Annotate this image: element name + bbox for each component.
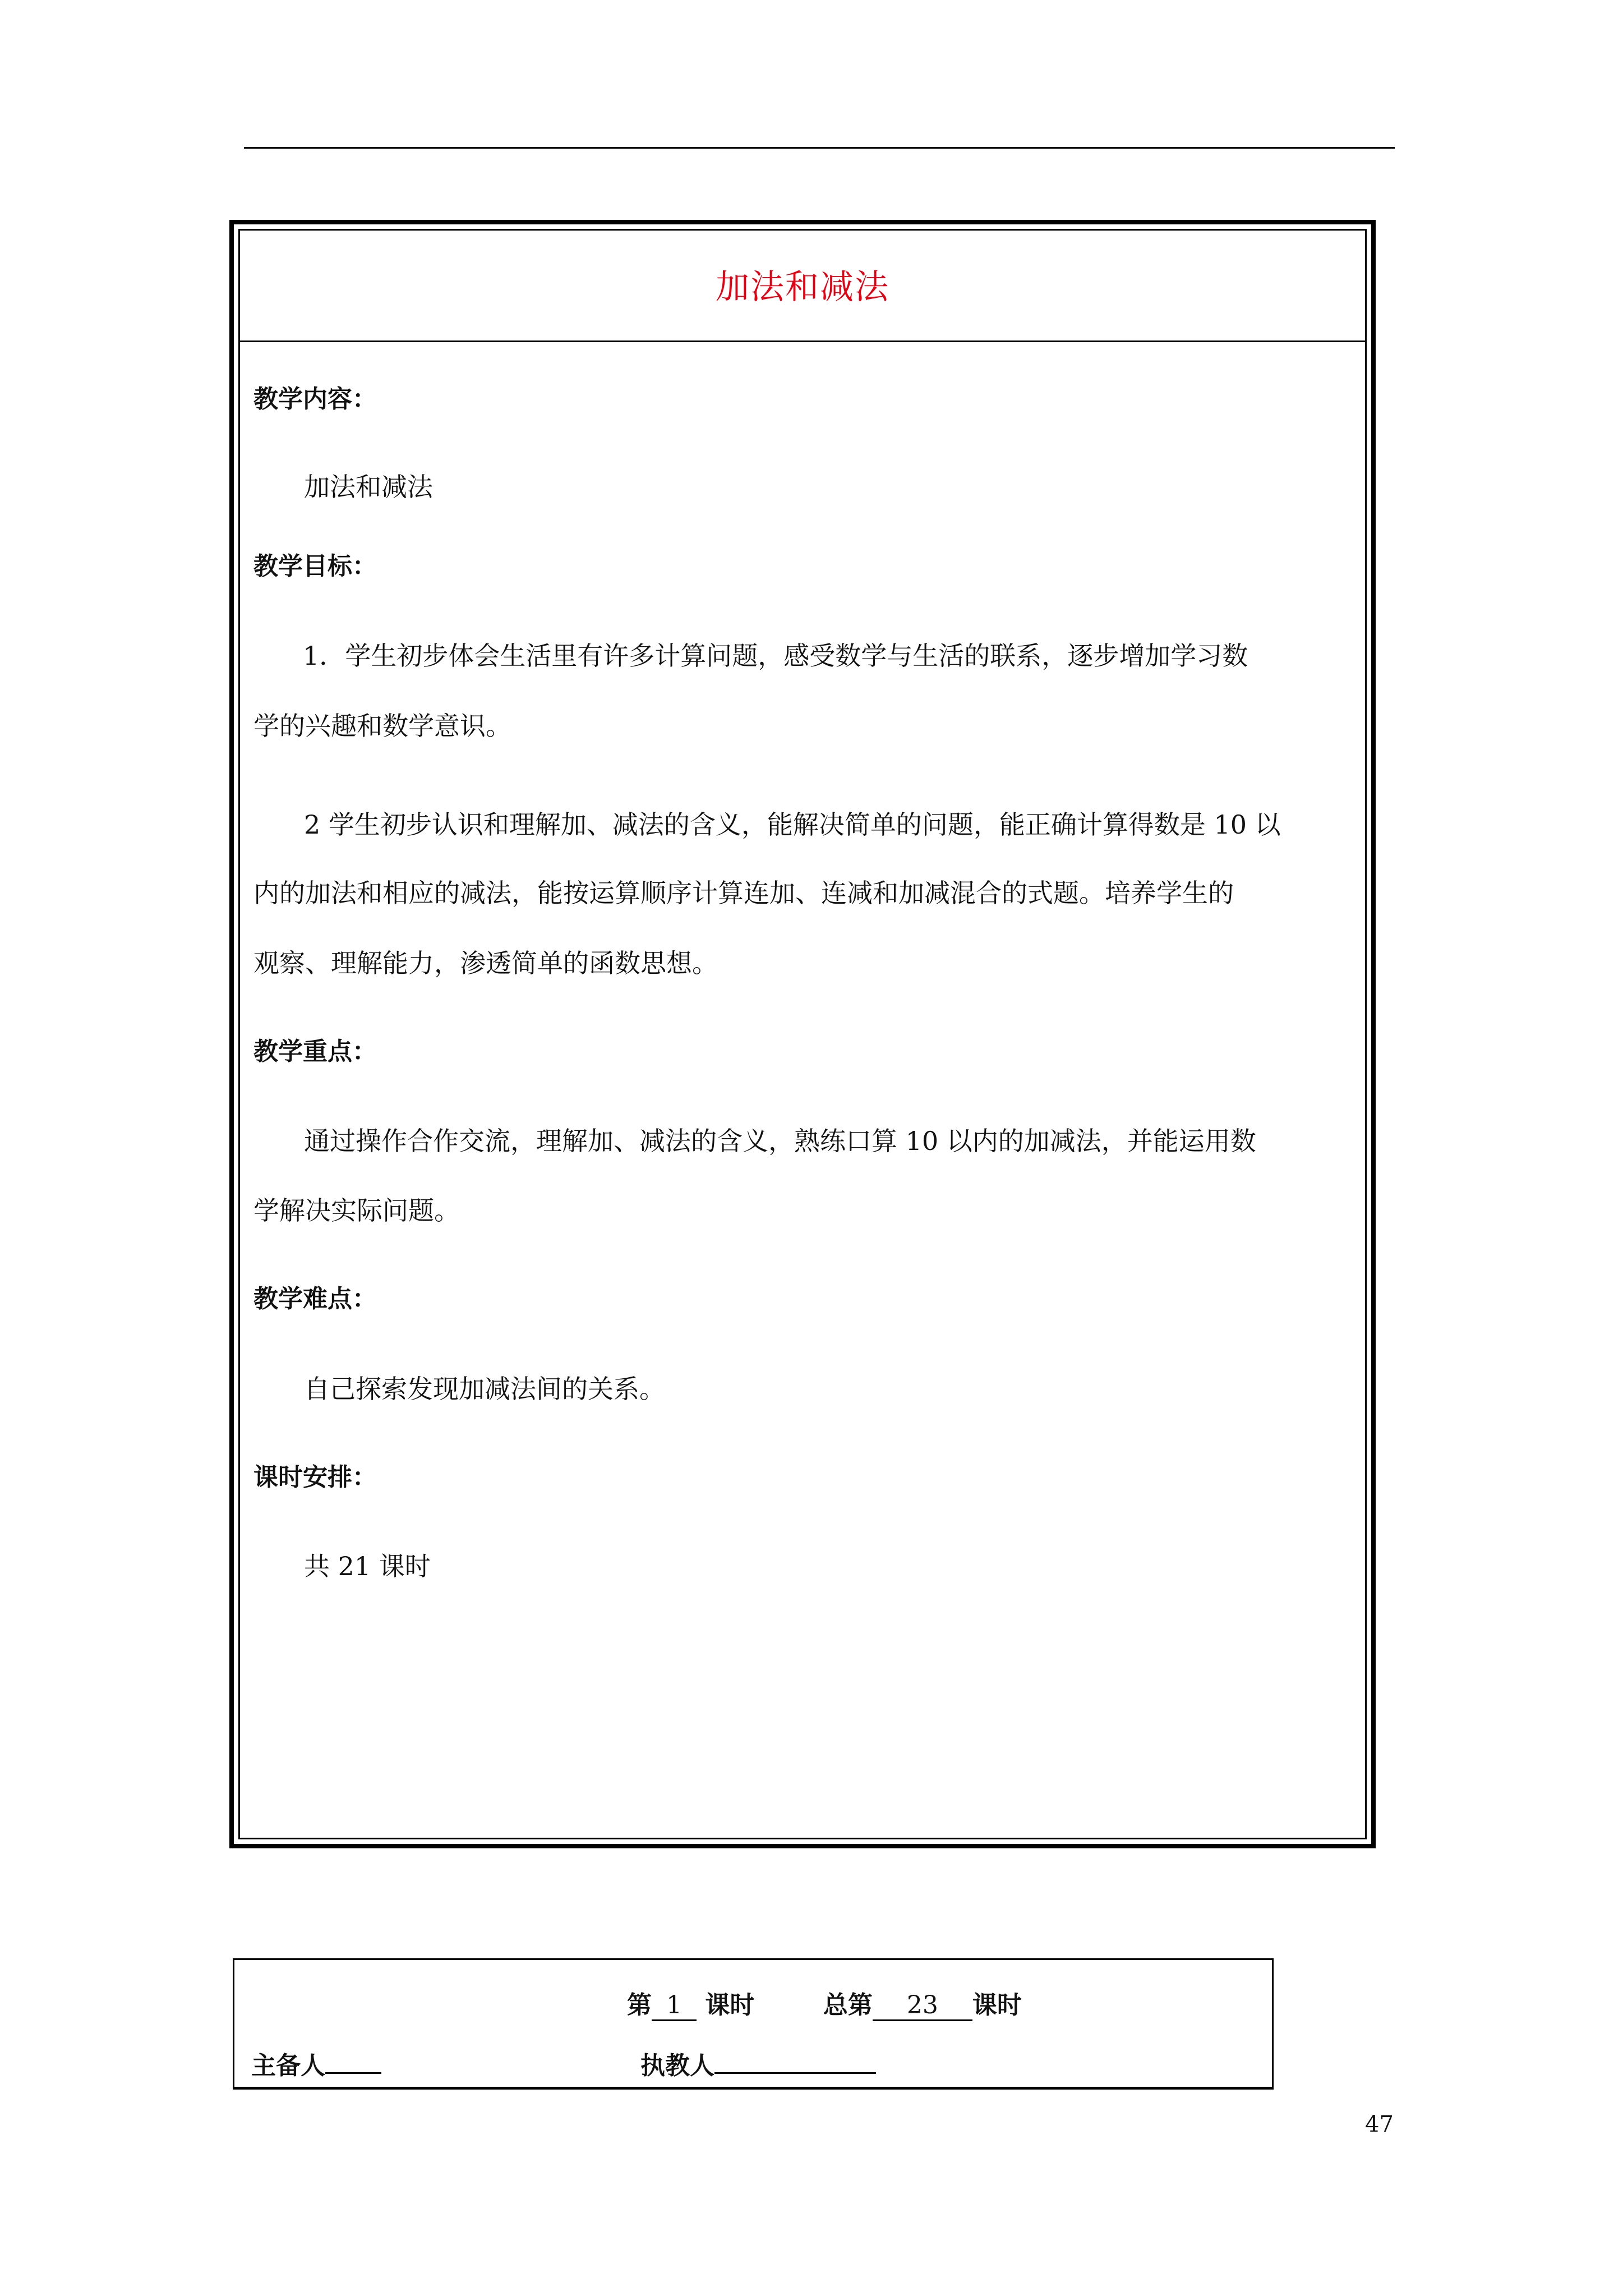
header-rule xyxy=(244,147,1395,149)
lesson-plan-inner-border xyxy=(238,229,1367,1839)
focus-label: 教学重点： xyxy=(253,1037,377,1066)
content-label: 教学内容： xyxy=(253,385,377,413)
difficulty-text: 自己探索发现加减法间的关系。 xyxy=(304,1374,665,1404)
schedule-text: 共 21 课时 xyxy=(304,1551,431,1581)
content-text: 加法和减法 xyxy=(304,472,433,502)
staff-line xyxy=(251,2045,876,2081)
difficulty-label: 教学难点： xyxy=(253,1285,377,1313)
total-unit: 课时 xyxy=(972,1991,1022,2019)
focus-line-1: 通过操作合作交流，理解加、减法的含义，熟练口算 10 以内的加减法，并能运用数 xyxy=(304,1126,1256,1156)
lesson-unit: 课时 xyxy=(705,1991,755,2019)
teacher-blank xyxy=(714,2072,876,2074)
goals-label: 教学目标： xyxy=(253,552,377,581)
teacher-label: 执教人 xyxy=(640,2051,714,2080)
total-prefix: 总第 xyxy=(823,1991,873,2019)
lesson-info-box xyxy=(233,1958,1274,2090)
page-number: 47 xyxy=(1365,2111,1394,2137)
focus-line-2: 学解决实际问题。 xyxy=(253,1195,460,1226)
lesson-prefix: 第 xyxy=(627,1991,652,2019)
goal-2-line-2: 内的加法和相应的减法，能按运算顺序计算连加、连减和加减混合的式题。培养学生的 xyxy=(253,878,1234,908)
goal-2-line-3: 观察、理解能力，渗透简单的函数思想。 xyxy=(253,948,718,978)
lesson-count-line xyxy=(627,1985,1022,2021)
preparer-label: 主备人 xyxy=(251,2051,325,2080)
goal-2-line-1: 2 学生初步认识和理解加、减法的含义，能解决简单的问题，能正确计算得数是 10 以 xyxy=(304,809,1281,840)
total-number: 23 xyxy=(873,1991,972,2021)
lesson-plan-table xyxy=(229,220,1376,1848)
lesson-number: 1 xyxy=(652,1991,697,2021)
schedule-label: 课时安排： xyxy=(253,1463,377,1492)
goal-1-line-1: 1．学生初步体会生活里有许多计算问题，感受数学与生活的联系，逐步增加学习数 xyxy=(303,641,1248,671)
goal-1-line-2: 学的兴趣和数学意识。 xyxy=(253,711,511,741)
title-row xyxy=(240,231,1365,342)
plan-title: 加法和减法 xyxy=(716,268,889,307)
preparer-blank xyxy=(325,2072,381,2074)
